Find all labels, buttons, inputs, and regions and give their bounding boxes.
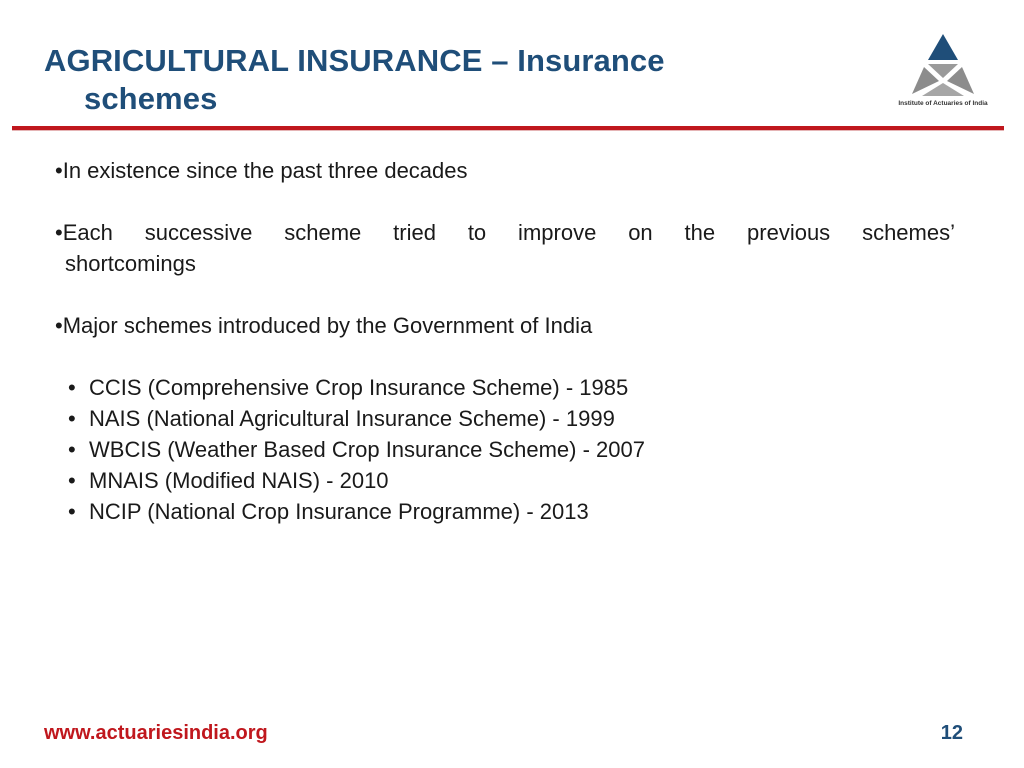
slide-title: [44, 42, 824, 118]
list-item-scheme: • CCIS (Comprehensive Crop Insurance Scheme) - 1985: [59, 372, 955, 403]
list-item-scheme: • NCIP (National Crop Insurance Programme) - 2013: [59, 496, 955, 527]
slide-content: [55, 155, 955, 527]
bullet-successive-scheme-line2: shortcomings: [65, 251, 196, 276]
logo-text: Institute of Actuaries of India: [898, 100, 988, 107]
bullet-successive-scheme-line1: •Each successive scheme tried to improve on the previous schemes’: [55, 220, 955, 245]
list-item-scheme: • NAIS (National Agricultural Insurance Scheme) - 1999: [59, 403, 955, 434]
institute-logo: [895, 32, 991, 112]
schemes-list: [55, 372, 955, 527]
bullet-major-schemes: •Major schemes introduced by the Government of India: [55, 313, 593, 338]
title-divider: [12, 126, 1004, 131]
list-item-scheme: • MNAIS (Modified NAIS) - 2010: [59, 465, 955, 496]
slide-title-line2: schemes: [84, 81, 218, 116]
page-number: 12: [940, 722, 963, 744]
bullet-successive-scheme: [55, 217, 955, 279]
bullet-existence: •In existence since the past three decades: [55, 158, 468, 183]
list-item-scheme: • WBCIS (Weather Based Crop Insurance Scheme) - 2007: [59, 434, 955, 465]
triangle-emblem-icon: [908, 32, 978, 98]
slide-title-line1: AGRICULTURAL INSURANCE – Insurance: [44, 43, 665, 78]
footer-website-link[interactable]: www.actuariesindia.org: [44, 722, 268, 744]
